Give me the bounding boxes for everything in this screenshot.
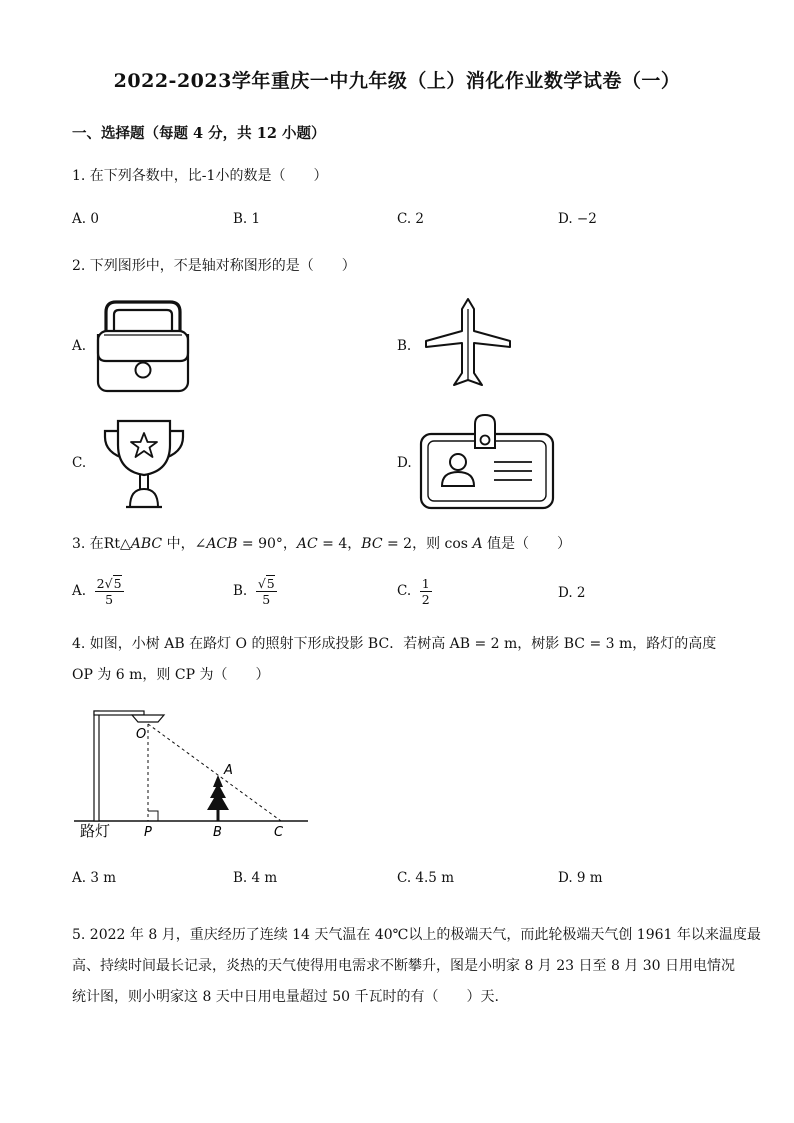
q3-option-b: B. $\frac{√5}{5}$ xyxy=(233,576,275,607)
q2-stem: 2. 下列图形中，不是轴对称图形的是（ ） xyxy=(72,258,356,274)
airplane-icon xyxy=(424,297,512,389)
q1-option-b: B. 1 xyxy=(233,211,261,227)
label-o: O xyxy=(136,727,147,742)
q4-option-a: A. 3 m xyxy=(72,870,117,886)
q2-option-b-label: B. xyxy=(397,338,412,354)
trophy-icon xyxy=(102,415,186,511)
label-b: B xyxy=(213,825,222,840)
q2-option-a-label: A. xyxy=(72,338,87,354)
q3-option-d: D. 2 xyxy=(558,585,586,601)
section-heading: 一、选择题（每题 4 分，共 12 小题） xyxy=(72,125,326,142)
q3-option-c: C. $\frac{1}{2}$ xyxy=(397,576,430,607)
q3-stem: 3. 在Rt△ABC 中，∠ACB = 90°，AC = 4，BC = 2，则 cos A 值是（ ） xyxy=(72,536,572,552)
handbag-icon xyxy=(94,298,194,394)
label-street-lamp: 路灯 xyxy=(80,822,111,840)
q1-stem: 1. 在下列各数中，比-1小的数是（ ） xyxy=(72,168,328,184)
q4-stem-line1: 4. 如图，小树 AB 在路灯 O 的照射下形成投影 BC．若树高 AB = 2 m，树影 BC = 3 m，路灯的高度 xyxy=(72,636,717,652)
label-c: C xyxy=(274,825,284,840)
q3-option-b-fraction: $\frac{√5}{5}$ xyxy=(257,576,275,607)
q5-stem-line3: 统计图，则小明家这 8 天中日用电量超过 50 千瓦时的有（ ）天. xyxy=(72,989,499,1005)
q1-option-a: A. 0 xyxy=(72,211,99,227)
q5-stem-line2: 高、持续时间最长记录，炎热的天气使得用电需求不断攀升，图是小明家 8 月 23 日至 8 月 30 日用电情况 xyxy=(72,958,736,974)
q2-option-d-label: D. xyxy=(397,455,412,471)
q4-stem-line2: OP 为 6 m，则 CP 为（ ） xyxy=(72,667,270,683)
q1-option-c: C. 2 xyxy=(397,211,425,227)
q1-option-d: D. −2 xyxy=(558,211,597,227)
label-p: P xyxy=(144,825,152,840)
q3-option-c-fraction: $\frac{1}{2}$ xyxy=(421,576,430,607)
q5-stem-line1: 5. 2022 年 8 月，重庆经历了连续 14 天气温在 40℃以上的极端天气，而此轮极端天气创 1961 年以来温度最 xyxy=(72,927,761,943)
id-card-icon xyxy=(418,412,556,512)
label-a: A xyxy=(224,763,233,778)
q4-option-d: D. 9 m xyxy=(558,870,603,886)
q4-option-b: B. 4 m xyxy=(233,870,278,886)
page-title: 2022-2023学年重庆一中九年级（上）消化作业数学试卷（一） xyxy=(113,70,681,92)
q3-option-a: A. $\frac{2√5}{5}$ xyxy=(72,576,122,607)
q4-option-c: C. 4.5 m xyxy=(397,870,454,886)
q3-option-a-fraction: $\frac{2√5}{5}$ xyxy=(96,576,122,607)
q2-option-c-label: C. xyxy=(72,455,87,471)
q4-figure xyxy=(74,704,314,844)
